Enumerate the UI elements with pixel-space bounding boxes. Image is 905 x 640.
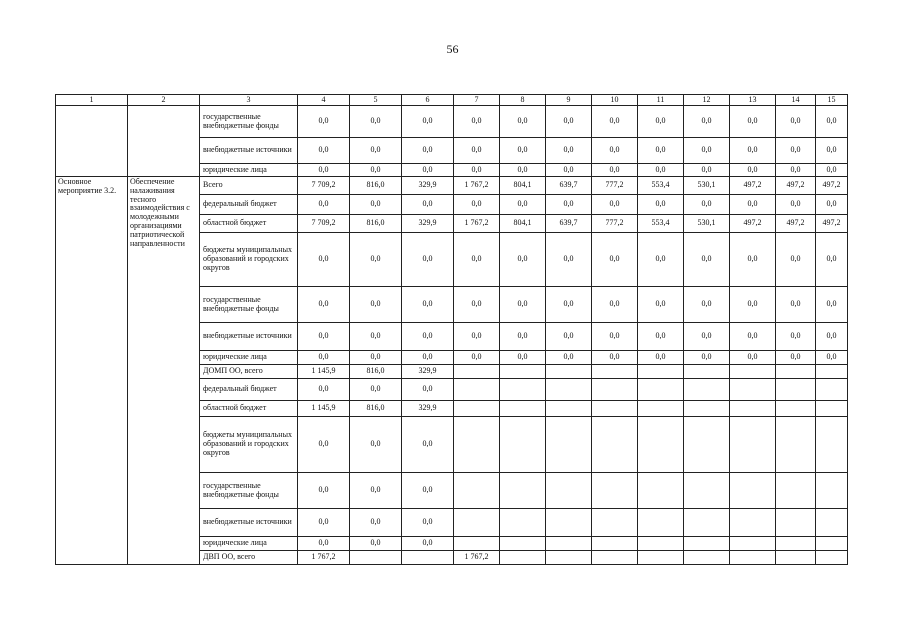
value-cell: 329,9 — [402, 177, 454, 195]
value-cell — [592, 537, 638, 551]
value-cell: 0,0 — [546, 351, 592, 365]
activity-description: Обеспечение налаживания тесного взаимодействия с молодежными организациями патриотической направленности — [130, 177, 190, 248]
value-cell — [454, 473, 500, 509]
value-cell: 0,0 — [402, 164, 454, 177]
value-cell: 0,0 — [816, 164, 848, 177]
value-cell — [546, 473, 592, 509]
value-cell — [684, 473, 730, 509]
funding-source: государственные внебюджетные фонды — [200, 106, 298, 138]
value-cell: 0,0 — [776, 106, 816, 138]
value-cell: 0,0 — [298, 323, 350, 351]
table-row — [56, 106, 848, 138]
value-cell: 0,0 — [546, 323, 592, 351]
column-header: 9 — [546, 95, 592, 106]
value-cell: 0,0 — [350, 138, 402, 164]
value-cell: 0,0 — [684, 323, 730, 351]
value-cell: 816,0 — [350, 177, 402, 195]
value-cell: 0,0 — [730, 287, 776, 323]
value-cell: 639,7 — [546, 215, 592, 233]
value-cell — [730, 551, 776, 565]
value-cell: 1 767,2 — [454, 551, 500, 565]
value-cell: 0,0 — [776, 195, 816, 215]
value-cell: 0,0 — [684, 195, 730, 215]
value-cell — [638, 365, 684, 379]
value-cell: 816,0 — [350, 401, 402, 417]
value-cell — [816, 537, 848, 551]
value-cell: 0,0 — [454, 164, 500, 177]
value-cell: 0,0 — [638, 106, 684, 138]
value-cell — [500, 401, 546, 417]
funding-source: внебюджетные источники — [200, 323, 298, 351]
value-cell — [684, 537, 730, 551]
value-cell: 0,0 — [592, 195, 638, 215]
value-cell: 0,0 — [638, 233, 684, 287]
value-cell — [816, 509, 848, 537]
value-cell: 0,0 — [454, 106, 500, 138]
value-cell: 530,1 — [684, 215, 730, 233]
value-cell: 0,0 — [816, 195, 848, 215]
value-cell — [816, 473, 848, 509]
value-cell: 0,0 — [684, 287, 730, 323]
value-cell: 0,0 — [592, 106, 638, 138]
value-cell: 0,0 — [350, 164, 402, 177]
funding-source: внебюджетные источники — [200, 138, 298, 164]
value-cell — [592, 551, 638, 565]
activity-cell — [56, 106, 128, 177]
value-cell: 0,0 — [298, 195, 350, 215]
funding-source: бюджеты муниципальных образований и городских округов — [200, 417, 298, 473]
value-cell — [546, 401, 592, 417]
value-cell — [454, 537, 500, 551]
value-cell: 0,0 — [298, 287, 350, 323]
value-cell: 7 709,2 — [298, 215, 350, 233]
value-cell — [684, 365, 730, 379]
funding-source: государственные внебюджетные фонды — [200, 473, 298, 509]
value-cell: 0,0 — [592, 287, 638, 323]
value-cell — [816, 551, 848, 565]
value-cell — [454, 379, 500, 401]
value-cell: 0,0 — [776, 164, 816, 177]
value-cell: 0,0 — [546, 106, 592, 138]
value-cell — [500, 551, 546, 565]
value-cell: 0,0 — [592, 233, 638, 287]
value-cell: 553,4 — [638, 177, 684, 195]
value-cell — [500, 417, 546, 473]
value-cell — [684, 509, 730, 537]
column-header: 7 — [454, 95, 500, 106]
column-header: 4 — [298, 95, 350, 106]
value-cell: 0,0 — [776, 323, 816, 351]
funding-source: ДОМП ОО, всего — [200, 365, 298, 379]
value-cell: 0,0 — [730, 106, 776, 138]
funding-source: бюджеты муниципальных образований и городских округов — [200, 233, 298, 287]
value-cell: 0,0 — [402, 195, 454, 215]
value-cell: 0,0 — [730, 138, 776, 164]
value-cell — [776, 509, 816, 537]
value-cell — [592, 365, 638, 379]
value-cell — [500, 473, 546, 509]
value-cell — [500, 537, 546, 551]
value-cell: 0,0 — [684, 233, 730, 287]
value-cell: 0,0 — [730, 233, 776, 287]
value-cell: 497,2 — [816, 215, 848, 233]
table-row — [56, 177, 848, 195]
value-cell: 530,1 — [684, 177, 730, 195]
value-cell: 0,0 — [298, 509, 350, 537]
value-cell: 0,0 — [592, 323, 638, 351]
value-cell — [592, 509, 638, 537]
value-cell: 0,0 — [684, 351, 730, 365]
value-cell: 816,0 — [350, 215, 402, 233]
description-cell — [128, 177, 200, 565]
column-header: 2 — [128, 95, 200, 106]
value-cell: 329,9 — [402, 401, 454, 417]
value-cell: 0,0 — [776, 138, 816, 164]
value-cell: 1 145,9 — [298, 365, 350, 379]
value-cell: 0,0 — [592, 351, 638, 365]
value-cell — [546, 551, 592, 565]
value-cell: 0,0 — [298, 106, 350, 138]
column-header: 3 — [200, 95, 298, 106]
value-cell: 7 709,2 — [298, 177, 350, 195]
value-cell — [350, 551, 402, 565]
value-cell: 0,0 — [638, 195, 684, 215]
value-cell: 0,0 — [730, 351, 776, 365]
value-cell: 0,0 — [298, 233, 350, 287]
value-cell — [454, 509, 500, 537]
column-header: 12 — [684, 95, 730, 106]
column-header: 11 — [638, 95, 684, 106]
value-cell: 329,9 — [402, 215, 454, 233]
column-header: 5 — [350, 95, 402, 106]
value-cell: 0,0 — [350, 537, 402, 551]
value-cell: 0,0 — [454, 351, 500, 365]
value-cell: 0,0 — [816, 138, 848, 164]
column-header: 13 — [730, 95, 776, 106]
value-cell — [546, 379, 592, 401]
value-cell — [546, 365, 592, 379]
value-cell: 0,0 — [350, 351, 402, 365]
value-cell: 0,0 — [454, 233, 500, 287]
value-cell: 0,0 — [500, 233, 546, 287]
funding-source: юридические лица — [200, 351, 298, 365]
value-cell — [500, 509, 546, 537]
value-cell: 329,9 — [402, 365, 454, 379]
value-cell: 777,2 — [592, 177, 638, 195]
value-cell — [546, 509, 592, 537]
value-cell — [592, 473, 638, 509]
funding-source: государственные внебюджетные фонды — [200, 287, 298, 323]
value-cell: 0,0 — [500, 323, 546, 351]
value-cell: 639,7 — [546, 177, 592, 195]
column-header: 1 — [56, 95, 128, 106]
value-cell — [730, 473, 776, 509]
value-cell — [592, 379, 638, 401]
value-cell — [684, 551, 730, 565]
value-cell: 777,2 — [592, 215, 638, 233]
value-cell: 0,0 — [350, 287, 402, 323]
value-cell — [500, 365, 546, 379]
value-cell: 0,0 — [402, 537, 454, 551]
value-cell — [684, 401, 730, 417]
value-cell: 0,0 — [546, 195, 592, 215]
value-cell — [546, 417, 592, 473]
value-cell: 497,2 — [730, 177, 776, 195]
value-cell — [730, 379, 776, 401]
value-cell: 0,0 — [402, 509, 454, 537]
value-cell: 0,0 — [298, 164, 350, 177]
value-cell: 0,0 — [402, 417, 454, 473]
value-cell — [592, 401, 638, 417]
value-cell — [638, 379, 684, 401]
value-cell: 0,0 — [402, 323, 454, 351]
value-cell: 0,0 — [816, 351, 848, 365]
value-cell: 0,0 — [298, 351, 350, 365]
value-cell: 0,0 — [500, 164, 546, 177]
value-cell: 0,0 — [638, 351, 684, 365]
value-cell — [402, 551, 454, 565]
value-cell: 0,0 — [684, 106, 730, 138]
value-cell: 0,0 — [500, 138, 546, 164]
value-cell — [730, 401, 776, 417]
value-cell: 0,0 — [816, 287, 848, 323]
value-cell: 0,0 — [350, 473, 402, 509]
funding-source: федеральный бюджет — [200, 379, 298, 401]
funding-source: областной бюджет — [200, 401, 298, 417]
page-number: 56 — [446, 42, 459, 56]
value-cell — [500, 379, 546, 401]
value-cell: 0,0 — [684, 164, 730, 177]
value-cell — [638, 401, 684, 417]
value-cell: 1 767,2 — [454, 177, 500, 195]
value-cell: 0,0 — [350, 323, 402, 351]
value-cell: 0,0 — [592, 138, 638, 164]
activity-name: Основное мероприятие 3.2. — [58, 177, 117, 195]
value-cell: 804,1 — [500, 177, 546, 195]
value-cell: 0,0 — [730, 195, 776, 215]
value-cell — [592, 417, 638, 473]
funding-source: федеральный бюджет — [200, 195, 298, 215]
description-cell — [128, 106, 200, 177]
value-cell — [638, 473, 684, 509]
value-cell: 0,0 — [776, 233, 816, 287]
value-cell: 0,0 — [298, 379, 350, 401]
value-cell — [454, 365, 500, 379]
value-cell: 0,0 — [402, 106, 454, 138]
value-cell: 0,0 — [402, 287, 454, 323]
activity-cell — [56, 177, 128, 565]
value-cell: 553,4 — [638, 215, 684, 233]
value-cell: 0,0 — [816, 233, 848, 287]
value-cell: 0,0 — [500, 195, 546, 215]
value-cell: 1 145,9 — [298, 401, 350, 417]
value-cell: 0,0 — [546, 233, 592, 287]
value-cell — [546, 537, 592, 551]
funding-source: юридические лица — [200, 537, 298, 551]
value-cell — [816, 401, 848, 417]
value-cell: 0,0 — [638, 164, 684, 177]
value-cell: 1 767,2 — [298, 551, 350, 565]
table-body — [56, 106, 848, 565]
value-cell: 0,0 — [298, 138, 350, 164]
value-cell: 0,0 — [454, 287, 500, 323]
value-cell: 0,0 — [546, 287, 592, 323]
value-cell: 0,0 — [402, 233, 454, 287]
column-header: 6 — [402, 95, 454, 106]
value-cell — [776, 379, 816, 401]
value-cell — [776, 365, 816, 379]
value-cell — [776, 537, 816, 551]
value-cell — [454, 401, 500, 417]
value-cell: 0,0 — [638, 287, 684, 323]
value-cell: 0,0 — [776, 287, 816, 323]
value-cell: 497,2 — [776, 177, 816, 195]
funding-source: внебюджетные источники — [200, 509, 298, 537]
value-cell: 0,0 — [298, 417, 350, 473]
value-cell — [730, 509, 776, 537]
value-cell: 0,0 — [546, 138, 592, 164]
value-cell — [730, 417, 776, 473]
value-cell: 0,0 — [454, 195, 500, 215]
column-header: 10 — [592, 95, 638, 106]
value-cell: 0,0 — [730, 164, 776, 177]
value-cell — [684, 379, 730, 401]
value-cell — [816, 417, 848, 473]
value-cell: 0,0 — [546, 164, 592, 177]
funding-source: юридические лица — [200, 164, 298, 177]
value-cell — [776, 473, 816, 509]
value-cell: 0,0 — [500, 287, 546, 323]
value-cell: 0,0 — [402, 138, 454, 164]
funding-source: Всего — [200, 177, 298, 195]
value-cell: 0,0 — [350, 195, 402, 215]
value-cell — [730, 537, 776, 551]
value-cell: 0,0 — [402, 351, 454, 365]
value-cell — [638, 509, 684, 537]
funding-source: ДВП ОО, всего — [200, 551, 298, 565]
value-cell: 804,1 — [500, 215, 546, 233]
value-cell: 0,0 — [350, 379, 402, 401]
value-cell — [816, 379, 848, 401]
value-cell: 0,0 — [350, 417, 402, 473]
column-header-row — [56, 95, 848, 106]
value-cell — [454, 417, 500, 473]
column-header: 15 — [816, 95, 848, 106]
column-header: 14 — [776, 95, 816, 106]
value-cell — [816, 365, 848, 379]
column-header: 8 — [500, 95, 546, 106]
value-cell: 0,0 — [500, 351, 546, 365]
value-cell — [776, 551, 816, 565]
value-cell — [638, 537, 684, 551]
value-cell: 0,0 — [816, 106, 848, 138]
value-cell: 1 767,2 — [454, 215, 500, 233]
value-cell: 816,0 — [350, 365, 402, 379]
value-cell: 0,0 — [454, 323, 500, 351]
value-cell: 0,0 — [592, 164, 638, 177]
budget-table — [55, 94, 848, 565]
value-cell: 0,0 — [402, 379, 454, 401]
value-cell: 0,0 — [500, 106, 546, 138]
value-cell: 497,2 — [816, 177, 848, 195]
value-cell — [730, 365, 776, 379]
value-cell: 0,0 — [350, 509, 402, 537]
funding-source: областной бюджет — [200, 215, 298, 233]
value-cell: 0,0 — [350, 106, 402, 138]
value-cell: 497,2 — [730, 215, 776, 233]
value-cell: 0,0 — [730, 323, 776, 351]
value-cell — [638, 417, 684, 473]
value-cell: 497,2 — [776, 215, 816, 233]
value-cell: 0,0 — [816, 323, 848, 351]
value-cell: 0,0 — [684, 138, 730, 164]
value-cell: 0,0 — [298, 537, 350, 551]
value-cell: 0,0 — [638, 323, 684, 351]
value-cell: 0,0 — [454, 138, 500, 164]
value-cell: 0,0 — [298, 473, 350, 509]
value-cell — [684, 417, 730, 473]
value-cell — [776, 401, 816, 417]
value-cell: 0,0 — [350, 233, 402, 287]
value-cell: 0,0 — [402, 473, 454, 509]
value-cell — [776, 417, 816, 473]
value-cell: 0,0 — [638, 138, 684, 164]
value-cell — [638, 551, 684, 565]
value-cell: 0,0 — [776, 351, 816, 365]
